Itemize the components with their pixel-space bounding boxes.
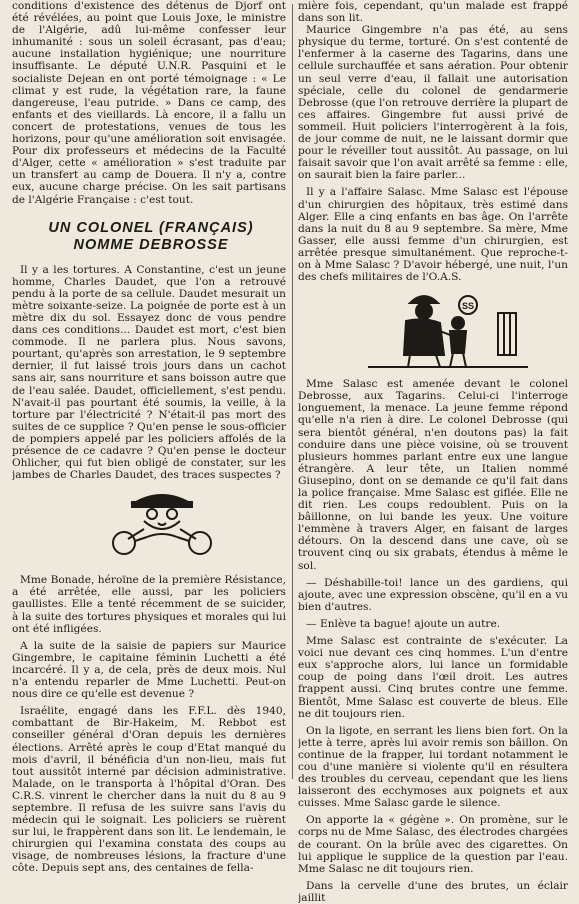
left-paragraph-5: Israélite, engagé dans les F.F.L. dès 1940, combattant de Bir-Hakeim, M. Rebbot est conseiller général d'Oran depuis les dernières élections. Arrêté après le coup d'Etat manqué du mois d'avril, il bénéficia d'un non-lieu, mais fut tout aussitôt interné par décision administrative. Malade, on le transporta à l'hôpital d'Oran. Des C.R.S. vinrent le chercher dans la nuit du 8 au 9 septembre. Il refusa de les suivre sans l'avis du médecin qui le soignait. Les policiers se ruèrent sur lui, le frappèrent dans son lit. Le lendemain, le chirurgien qui l'examina constata des coups au visage, de nombreuses lésions, la fracture d'une côte. Depuis sept ans, des centaines de fella- xyxy=(12,705,286,875)
column-divider xyxy=(292,4,293,779)
left-paragraph-3: Mme Bonade, héroïne de la première Résistance, a été arrêtée, elle aussi, par les policiers gaullistes. Elle a tenté récemment de se suicider, à la suite des tortures physiques et morales qui lui ont été infligées. xyxy=(12,574,286,635)
right-paragraph-4: Mme Salasc est amenée devant le colonel Debrosse, aux Tagarins. Celui-ci l'interroge longuement, la menace. La jeune femme répond qu'elle n'a rien à dire. Le colonel Debrosse (qui sera bientôt général, n'en doutons pas) la fait conduire dans une pièce voisine, où se trouvent plusieurs hommes parlant entre eux une langue étrangère. A leur tête, un Italien nommé Giusepino, dont on se demande ce qu'il fait dans la police française. Mme Salasc est giflée. Elle ne dit rien. Les coups redoublent. Puis on la bâillonne, on lui bande les yeux. Une voiture l'emmène à travers Alger, en faisant de larges détours. On la descend dans une cave, où se trouvent cinq ou six grabats, étendus à même le sol. xyxy=(298,378,568,572)
right-paragraph-7: Mme Salasc est contrainte de s'exécuter. La voici nue devant ces cinq hommes. L'un d'entre eux s'approche alors, lui lance un formidable coup de poing dans l'œil droit. Les autres frappent aussi. Cinq brutes contre une femme. Bientôt, Mme Salasc est couverte de bleus. Elle ne dit toujours rien. xyxy=(298,635,568,720)
right-paragraph-8: On la ligote, en serrant les liens bien fort. On la jette à terre, après lui avoir remis son bâillon. On continue de la frapper, lui tordant notamment le cou d'une manière si violente qu'il en résultera des troubles du cerveau, cependant que les liens laisseront des ecchymoses aux poignets et aux cuisses. Mme Salasc garde le silence. xyxy=(298,724,568,810)
gendarme-prisoner-drawing xyxy=(298,283,568,373)
right-paragraph-3: Il y a l'affaire Salasc. Mme Salasc est l'épouse d'un chirurgien des hôpitaux, très estimé dans Alger. Elle a cinq enfants en bas âge. On l'arrête dans la nuit du 8 au 9 septembre. Sa mère, Mme Gasser, elle aussi femme d'un chirurgien, est arrêtée presque simultanément. Que reproche-t-on à Mme Salasc ? D'avoir hébergé, une nuit, l'un des chefs militaires de l'O.A.S. xyxy=(298,186,568,284)
right-paragraph-1: mière fois, cependant, qu'un malade est frappé dans son lit. xyxy=(298,0,568,25)
right-paragraph-2: Maurice Gingembre n'a pas été, au sens physique du terme, torturé. On s'est contenté de l'enfermer à la caserne des Tagarins, dans une cellule surchauffée et sans aération. Pour obtenir un seul verre d'eau, il fallait une autorisation spéciale, celle du colonel de gendarmerie Debrosse (que l'on retrouve derrière la plupart de ces affaires. Gingembre fut aussi privé de sommeil. Huit policiers l'interrogèrent à la fois, de jour comme de nuit, ne le laissant dormir que pour le réveiller tout aussitôt. Au passage, on lui faisait savoir que l'on avait arrêté sa femme : elle, on saurait bien la faire parler... xyxy=(298,24,568,182)
section-heading: UN COLONEL (FRANÇAIS) NOMME DEBROSSE xyxy=(48,219,254,253)
left-paragraph-4: A la suite de la saisie de papiers sur Maurice Gingembre, le capitaine féminin Luchetti a été incarcéré. Il y a, de cela, près de deux mois. Nul n'a entendu reparler de Mme Luchetti. Peut-on nous dire ce qu'elle est devenue ? xyxy=(12,639,286,701)
officer-handcuffs-drawing xyxy=(12,481,286,569)
right-paragraph-5: — Déshabille-toi! lance un des gardiens, qui ajoute, avec une expression obscène, qu'il en a vu bien d'autres. xyxy=(298,576,568,613)
left-paragraph-2: Il y a les tortures. A Constantine, c'est un jeune homme, Charles Daudet, que l'on a retrouvé pendu à la porte de sa cellule. Daudet mesurait un mètre soixante-seize. La poignée de porte est à un mètre dix du sol. Essayez donc de vous pendre dans ces conditions... Daudet est mort, c'est bien commode. Il ne parlera plus. Nous savons, pourtant, qu'après son arrestation, le 9 septembre dernier, il fut laissé trois jours dans un cachot sans air, sans nourriture et sans boisson autre que de l'eau salée. Daudet, officiellement, s'est pendu. N'avait-il pas pourtant été soumis, la veille, à la torture par l'électricité ? N'était-il pas mort des suites de ce supplice ? Qu'en pense le sous-officier de pompiers appelé par les policiers affolés de la présence de ce cadavre ? Qu'en pense le docteur Ohlicher, qui fut bien obligé de constater, sur les jambes de Charles Daudet, des traces suspectes ? xyxy=(12,263,286,482)
right-paragraph-9: On apporte la « gégène ». On promène, sur le corps nu de Mme Salasc, des électrodes chargées de courant. On la brûle avec des cigarettes. On lui applique le supplice de la question par l'eau. Mme Salasc ne dit toujours rien. xyxy=(298,814,568,875)
right-paragraph-6: — Enlève ta bague! ajoute un autre. xyxy=(306,617,501,630)
ss-badge-text: SS xyxy=(461,301,475,312)
left-column xyxy=(12,0,286,875)
right-column xyxy=(298,0,568,904)
right-paragraph-10: Dans la cervelle d'une des brutes, un éclair jaillit xyxy=(298,879,568,904)
left-paragraph-1: conditions d'existence des détenus de Djorf ont été révélées, au point que Louis Joxe, le ministre de l'Algérie, adû lui-même confesser leur inhumanité : sous un soleil écrasant, pas d'eau; aucune installation hygiénique; une nourriture insuffisante. Le député U.N.R. Pasquini et le socialiste Dejean en ont porté témoignage : « Le climat y est rude, la végétation rare, la faune dangereuse, l'eau putride. » Dans ce camp, des enfants et des vieillards. Là encore, il a fallu un concert de protestations, venues de tous les horizons, pour qu'une amélioration soit envisagée. Pour dix professeurs et médecins de la Faculté d'Alger, cette « amélioration » s'est traduite par un transfert au camp de Douera. Il n'y a, contre eux, aucune charge précise. On les sait partisans de l'Algérie Française : c'est tout. xyxy=(12,0,286,206)
